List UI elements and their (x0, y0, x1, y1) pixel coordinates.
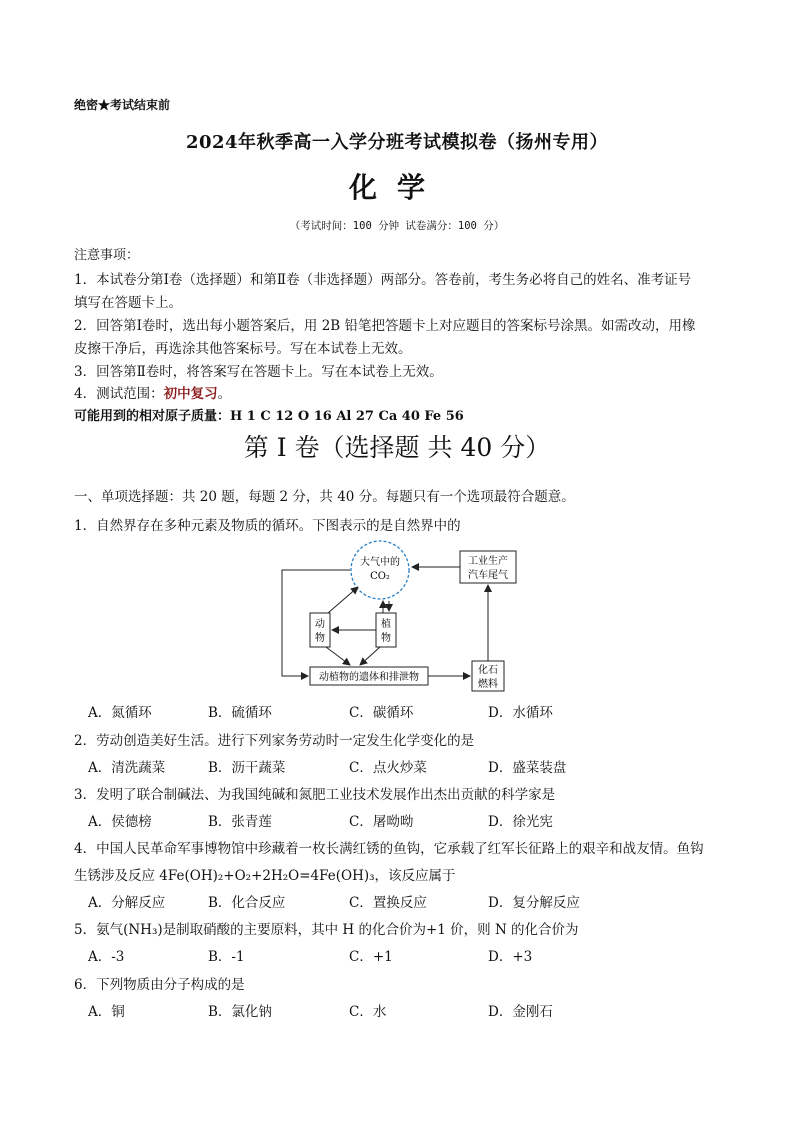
question-5-stem: 5．氨气(NH₃)是制取硝酸的主要原料，其中 H 的化合价为+1 价，则 N 的化合价为 (74, 922, 579, 938)
notice-item-4-suffix: 。 (217, 386, 232, 402)
question-5-option-d[interactable]: D．+3 (488, 949, 533, 965)
carbon-cycle-diagram (270, 537, 530, 695)
question-4-option-b[interactable]: B．化合反应 (208, 895, 286, 911)
question-5-option-b[interactable]: B．-1 (208, 949, 245, 965)
industry-label-line-2: 汽车尾气 (468, 570, 508, 581)
question-4-stem-line-2: 生锈涉及反应 4Fe(OH)₂+O₂+2H₂O=4Fe(OH)₃，该反应属于 (74, 868, 456, 884)
exam-title: 2024年秋季高一入学分班考试模拟卷（扬州专用） (185, 132, 609, 153)
fossil-label-line-2: 燃料 (478, 679, 498, 690)
plant-label-line-2: 物 (381, 633, 391, 644)
question-2-option-c[interactable]: C．点火炒菜 (349, 760, 427, 776)
question-2-option-d[interactable]: D．盛菜装盘 (488, 760, 567, 776)
question-2-option-a[interactable]: A．清洗蔬菜 (88, 760, 166, 776)
subject-title: 化学 (348, 171, 445, 204)
question-3-option-d[interactable]: D．徐光宪 (488, 814, 553, 830)
question-5-option-a[interactable]: A．-3 (88, 949, 125, 965)
test-scope: 初中复习 (163, 386, 218, 402)
question-4-option-c[interactable]: C．置换反应 (349, 895, 427, 911)
question-4-option-d[interactable]: D．复分解反应 (488, 895, 580, 911)
animal-label-line-1: 动 (315, 619, 325, 630)
fossil-label-line-1: 化石 (478, 665, 498, 676)
notice-heading: 注意事项： (74, 248, 140, 263)
notice-item-3: 3．回答第Ⅱ卷时，将答案写在答题卡上。写在本试卷上无效。 (74, 364, 443, 380)
question-6-stem: 6．下列物质由分子构成的是 (74, 977, 245, 993)
question-3-option-a[interactable]: A．侯德榜 (88, 814, 152, 830)
question-5-option-c[interactable]: C．+1 (349, 949, 393, 965)
question-2-option-b[interactable]: B．沥干蔬菜 (208, 760, 286, 776)
co2-label-line-1: 大气中的 (360, 557, 400, 568)
notice-item-2-line-2: 皮擦干净后，再选涂其他答案标号。写在本试卷上无效。 (74, 341, 412, 357)
question-1-option-d[interactable]: D．水循环 (488, 705, 553, 721)
remains-label: 动植物的遗体和排泄物 (319, 672, 419, 683)
part-1-title: 第 I 卷（选择题 共 40 分） (243, 433, 551, 462)
question-1-option-a[interactable]: A．氮循环 (88, 705, 152, 721)
question-6-option-b[interactable]: B．氯化钠 (208, 1004, 272, 1020)
arrow-animal-to-remains (326, 647, 350, 665)
question-6-option-d[interactable]: D．金刚石 (488, 1004, 553, 1020)
question-3-option-b[interactable]: B．张青莲 (208, 814, 272, 830)
question-2-stem: 2．劳动创造美好生活。进行下列家务劳动时一定发生化学变化的是 (74, 733, 475, 749)
exam-time-info: （考试时间：100 分钟 试卷满分：100 分） (289, 220, 505, 232)
notice-item-4 (74, 382, 231, 402)
question-4-option-a[interactable]: A．分解反应 (88, 895, 166, 911)
question-1-option-b[interactable]: B．硫循环 (208, 705, 272, 721)
industry-label-line-1: 工业生产 (468, 556, 508, 567)
question-6-option-a[interactable]: A．铜 (88, 1004, 125, 1020)
atomic-mass-line: 可能用到的相对原子质量：H 1 C 12 O 16 Al 27 Ca 40 Fe 56 (74, 409, 464, 424)
question-3-stem: 3．发明了联合制碱法、为我国纯碱和氮肥工业技术发展作出杰出贡献的科学家是 (74, 787, 556, 803)
arrow-animal-to-co2 (328, 587, 358, 613)
notice-item-2-line-1: 2．回答第Ⅰ卷时，选出每小题答案后，用 2B 铅笔把答题卡上对应题目的答案标号涂黑。如需改动，用橡 (74, 318, 696, 334)
question-6-option-c[interactable]: C．水 (349, 1004, 387, 1020)
animal-label-line-2: 物 (315, 633, 325, 644)
question-3-option-c[interactable]: C．屠呦呦 (349, 814, 414, 830)
arrow-plant-to-remains (360, 647, 380, 665)
notice-item-1-line-1: 1．本试卷分第Ⅰ卷（选择题）和第Ⅱ卷（非选择题）两部分。答卷前，考生务必将自己的姓名、准考证号 (74, 272, 692, 288)
question-1-stem: 1．自然界存在多种元素及物质的循环。下图表示的是自然界中的 (74, 518, 461, 534)
co2-label-line-2: CO₂ (370, 571, 390, 582)
section-heading: 一、单项选择题：共 20 题，每题 2 分，共 40 分。每题只有一个选项最符合题意。 (74, 489, 575, 505)
notice-item-4-prefix: 4．测试范围： (74, 386, 164, 402)
notice-item-1-line-2: 填写在答题卡上。 (74, 295, 182, 311)
confidential-mark: 绝密★考试结束前 (74, 98, 171, 112)
question-4-stem-line-1: 4．中国人民革命军事博物馆中珍藏着一枚长满红锈的鱼钩，它承载了红军长征路上的艰辛和战友情。鱼钩 (74, 841, 704, 857)
question-1-option-c[interactable]: C．碳循环 (349, 705, 414, 721)
atmosphere-co2-node (351, 541, 409, 599)
plant-label-line-1: 植 (381, 619, 391, 630)
